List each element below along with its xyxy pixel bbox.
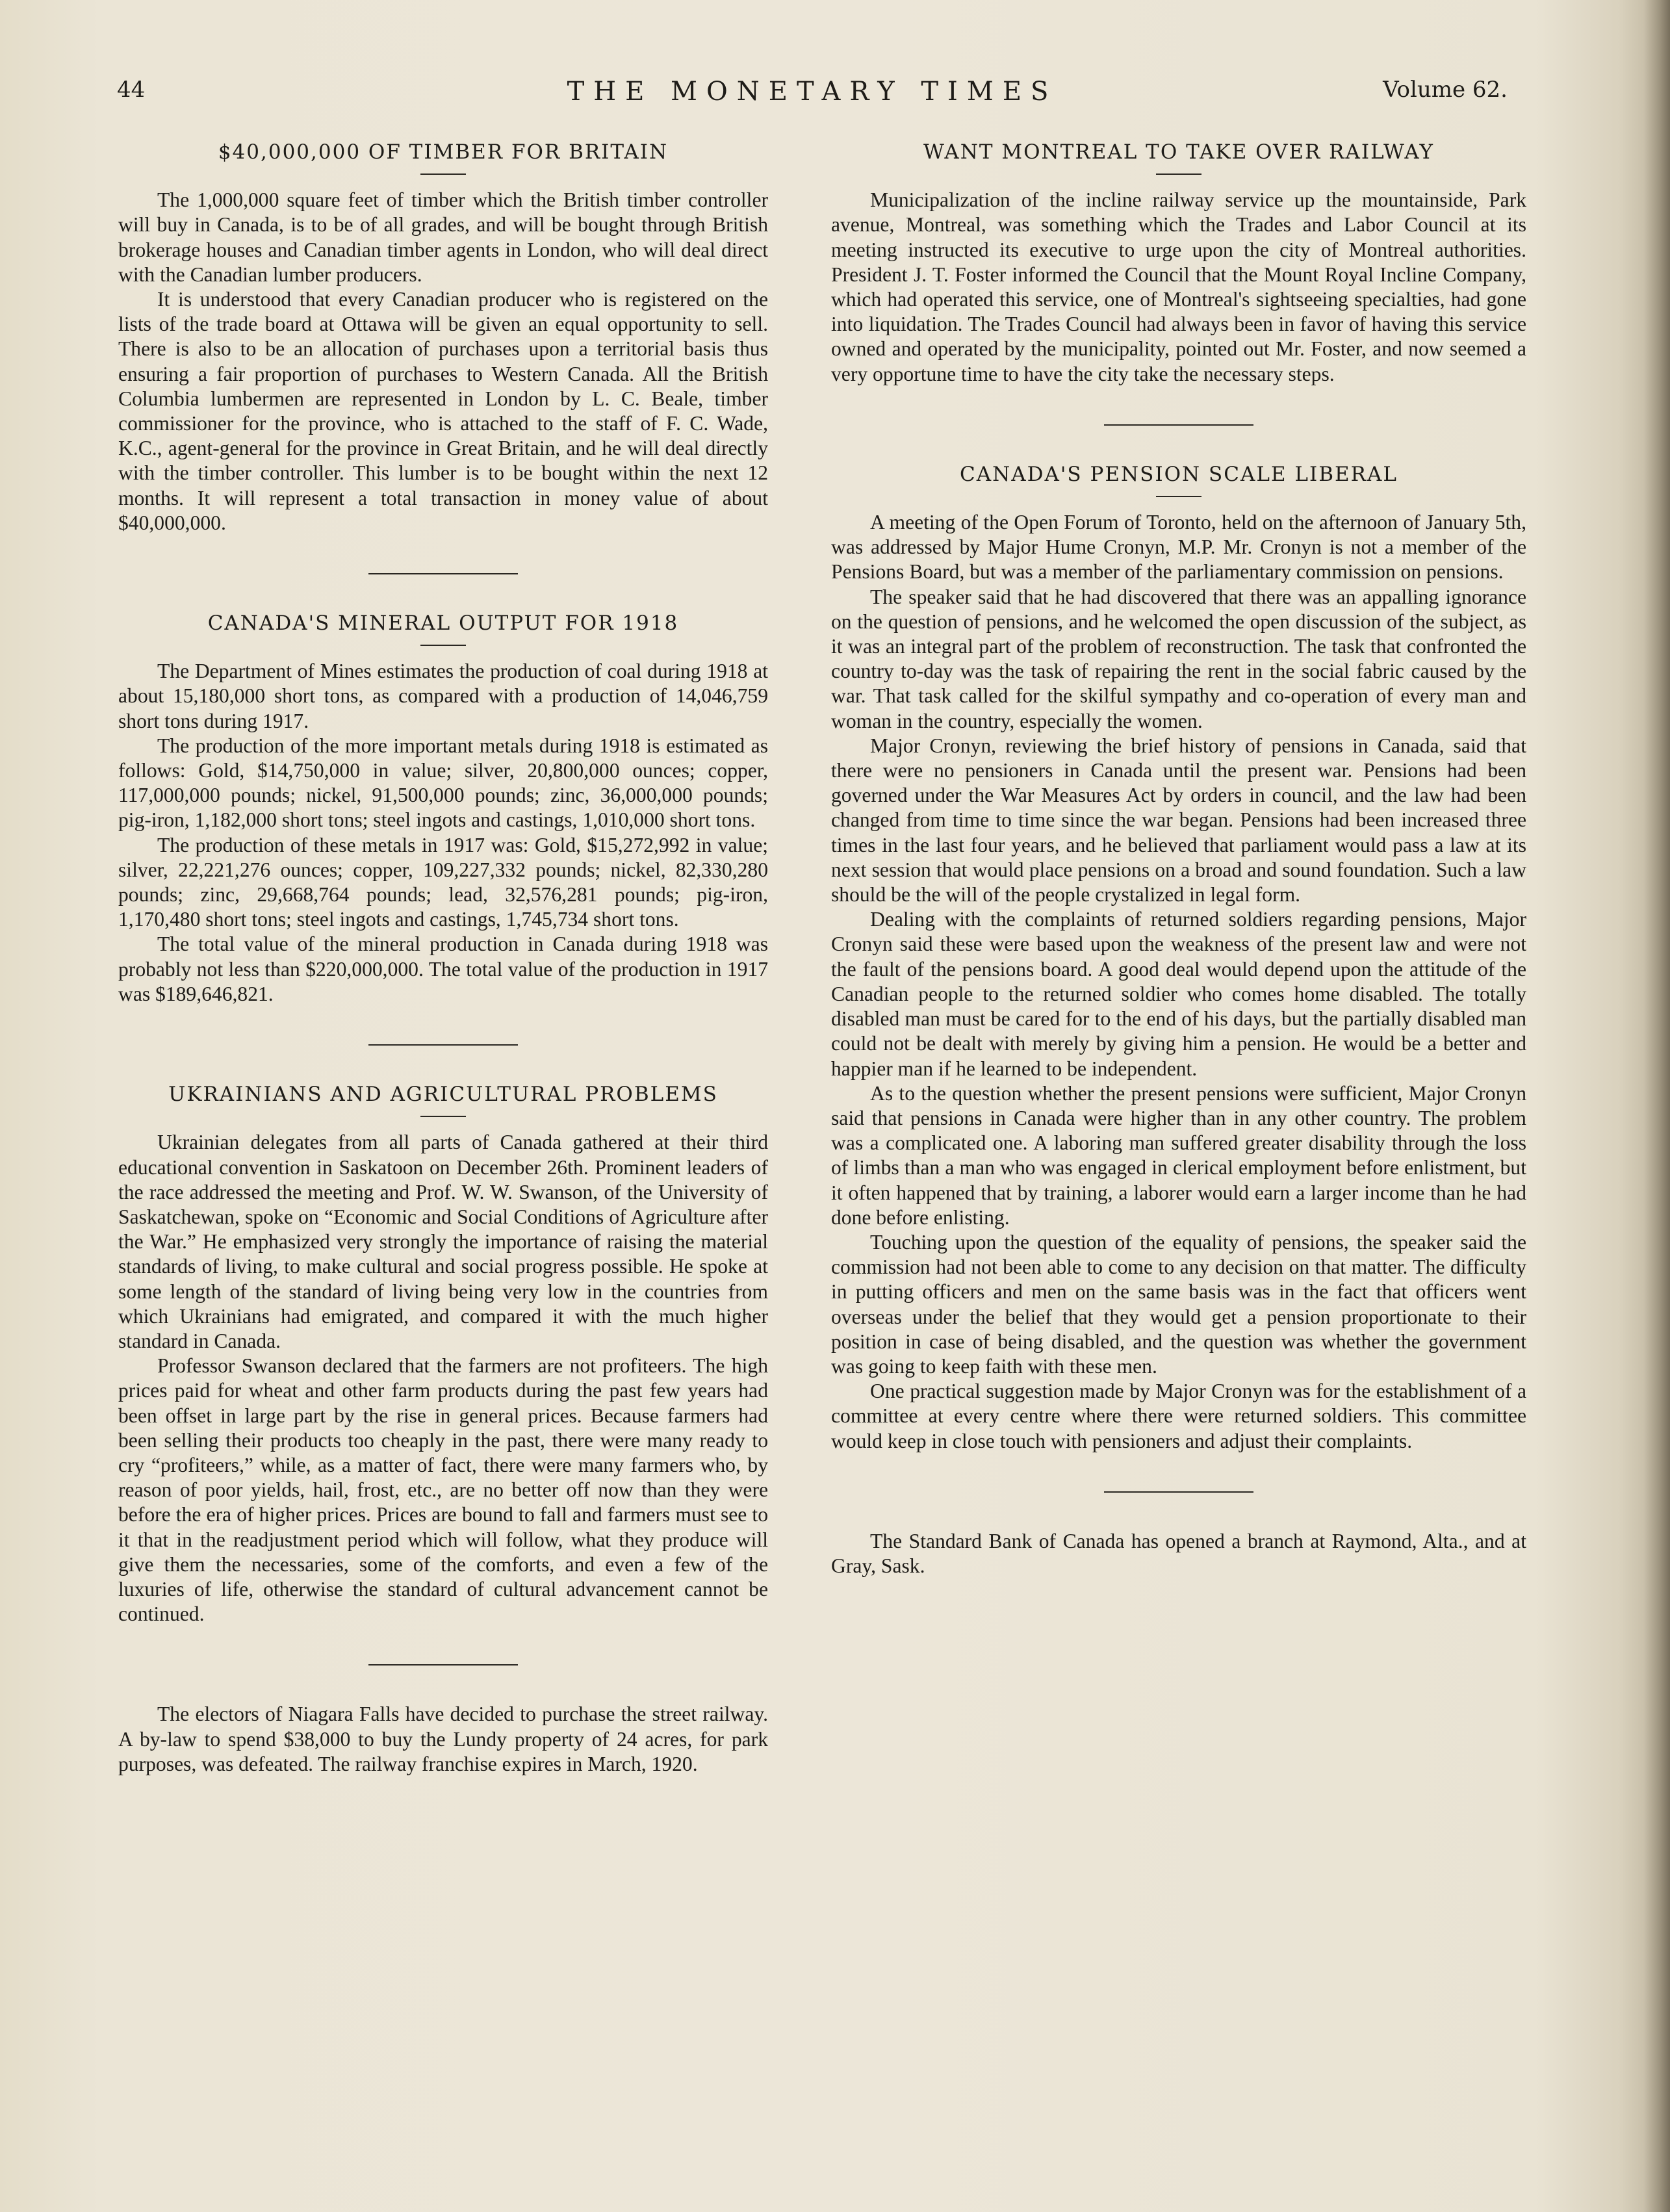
article-paragraph: Municipalization of the incline railway service up the mountainside, Park avenue, Montreal, was something which the Trades and Labor Council at its meeting instructed its executive to urge upon the city of Montreal authorities. President J. T. Foster informed the Council that the Mount Royal Incline Company, which had operated this service, one of Montreal's sightseeing specialties, had gone into liquidation. The Trades Council had always been in favor of having this service owned and operated by the municipality, pointed out Mr. Foster, and now seemed a very opportune time to have the city take the necessary steps. <box>831 188 1526 385</box>
article-heading: UKRAINIANS AND AGRICULTURAL PROBLEMS <box>168 1083 718 1107</box>
article-paragraph: The Standard Bank of Canada has opened a branch at Raymond, Alta., and at Gray, Sask. <box>831 1529 1526 1577</box>
article-heading: CANADA'S MINERAL OUTPUT FOR 1918 <box>207 611 679 636</box>
article-pension-scale <box>831 462 1526 1454</box>
volume-label: Volume 62. <box>1383 77 1508 103</box>
article-paragraph: Ukrainian delegates from all parts of Canada gathered at their third educational convention in Saskatoon on December 26th. Prominent leaders of the race addressed the meeting and Prof. W. W. Swanson, of the University of Saskatchewan, spoke on “Economic and Social Conditions of Agriculture after the War.” He emphasized very strongly the importance of raising the material standards of living, to make cultural and social progress possible. He spoke at some length of the standard of living being very low in the countries from which Ukrainians had emigrated, and compared it with the much higher standard in Canada. <box>118 1131 768 1352</box>
article-paragraph: The speaker said that he had discovered that there was an appalling ignorance on the question of pensions, and he welcomed the open discussion of the subject, as it was an integral part of the problem of reconstruction. The task that confronted the country to-day was the task of repairing the rent in the social fabric caused by the war. That task called for the skilful sympathy and co-operation of every man and woman in the country, especially the women. <box>831 585 1526 732</box>
publication-title: THE MONETARY TIMES <box>567 77 1058 107</box>
article-paragraph: The 1,000,000 square feet of timber which the British timber controller will buy in Canada, is to be of all grades, and will be bought through British brokerage houses and Canadian timber agents in London, who will deal direct with the Canadian lumber producers. <box>118 188 768 286</box>
article-montreal-railway <box>831 140 1526 387</box>
page-number: 44 <box>117 77 146 103</box>
article-mineral-output <box>118 611 768 1007</box>
article-paragraph: A meeting of the Open Forum of Toronto, held on the afternoon of January 5th, was addressed by Major Hume Cronyn, M.P. Mr. Cronyn is not a member of the Pensions Board, but was a member of the parliamentary commission on pensions. <box>831 511 1526 584</box>
article-paragraph: It is understood that every Canadian producer who is registered on the lists of the trade board at Ottawa will be given an equal opportunity to sell. There is also to be an allocation of purchases upon a territorial basis thus ensuring a fair proportion of purchases to Western Canada. All the British Columbia lumbermen are represented in London by L. C. Beale, timber commissioner for the province, who is attached to the staff of F. C. Wade, K.C., agent-general for the province in Great Britain, and he will deal directly with the timber controller. This lumber is to be bought within the next 12 months. It will represent a total transaction in money value of about $40,000,000. <box>118 288 768 534</box>
article-paragraph: As to the question whether the present pensions were sufficient, Major Cronyn said that pensions in Canada were higher than in any other country. The problem was a complicated one. A laboring man suffered greater disability through the loss of limbs than a man who was engaged in clerical employment before enlistment, but it often happened that by training, a laborer would earn a larger income than he had done before enlisting. <box>831 1081 1526 1229</box>
heading-rule <box>1156 496 1201 497</box>
heading-rule <box>1156 174 1201 175</box>
article-heading: CANADA'S PENSION SCALE LIBERAL <box>960 462 1398 486</box>
article-paragraph: Major Cronyn, reviewing the brief history of pensions in Canada, said that there were no pensioners in Canada until the present war. Pensions had been governed under the War Measures Act by orders in council, and the law had been changed from time to time since the war began. Pensions had been increased three times in the last four years, and he believed that parliament would pass a law at its next session that would place pensions on a broad and sound foundation. Such a law should be the will of the people crystalized in legal form. <box>831 734 1526 907</box>
article-paragraph: The total value of the mineral production in Canada during 1918 was probably not less than $220,000,000. The total value of the production in 1917 was $189,646,821. <box>118 932 768 1005</box>
article-heading: WANT MONTREAL TO TAKE OVER RAILWAY <box>923 140 1434 164</box>
page-binding-edge <box>1644 0 1670 2212</box>
article-paragraph: Professor Swanson declared that the farmers are not profiteers. The high prices paid for wheat and other farm products during the past few years had been offset in large part by the rise in general prices. Because farmers had been selling their products too cheaply in the past, there were many ready to cry “profiteers,” while, as a matter of fact, there were many farmers who, by reason of poor yields, hail, frost, etc., are no better off now than they were before the era of higher prices. Prices are bound to fall and farmers must see to it that in the readjustment period which will follow, what they produce will give them the necessaries, some of the comforts, and even a few of the luxuries of life, otherwise the standard of cultural advancement cannot be continued. <box>118 1354 768 1626</box>
left-column <box>118 140 768 1777</box>
section-divider <box>368 1044 518 1046</box>
article-timber <box>118 140 768 535</box>
article-ukrainians <box>118 1082 768 1627</box>
section-divider <box>368 1664 518 1665</box>
heading-rule <box>420 174 466 175</box>
section-divider <box>1104 424 1253 426</box>
article-heading: $40,000,000 OF TIMBER FOR BRITAIN <box>218 140 669 164</box>
article-niagara-falls <box>118 1702 768 1777</box>
section-divider <box>368 573 518 574</box>
article-paragraph: The production of these metals in 1917 was: Gold, $15,272,992 in value; silver, 22,221,276 ounces; copper, 109,227,332 pounds; nickel, 82,330,280 pounds; zinc, 29,668,764 pounds; lead, 32,576,281 pounds; pig-iron, 1,170,480 short tons; steel ingots and castings, 1,745,734 short tons. <box>118 833 768 931</box>
section-divider <box>1104 1491 1253 1493</box>
article-standard-bank <box>831 1529 1526 1578</box>
article-paragraph: The Department of Mines estimates the production of coal during 1918 at about 15,180,000 short tons, as compared with a production of 14,046,759 short tons during 1917. <box>118 660 768 732</box>
right-column <box>831 140 1526 1578</box>
article-paragraph: The production of the more important metals during 1918 is estimated as follows: Gold, $14,750,000 in value; silver, 20,800,000 ounces; copper, 117,000,000 pounds; nickel, 91,500,000 pounds; zinc, 36,000,000 pounds; pig-iron, 1,182,000 short tons; steel ingots and castings, 1,010,000 short tons. <box>118 734 768 832</box>
article-paragraph: One practical suggestion made by Major Cronyn was for the establishment of a committee at every centre where there were returned soldiers. This committee would keep in close touch with pensioners and adjust their complaints. <box>831 1380 1526 1452</box>
article-paragraph: Touching upon the question of the equality of pensions, the speaker said the commission had not been able to come to any decision on that matter. The difficulty in putting officers and men on the same basis was in the fact that officers went overseas under the belief that they would get a pension proportionate to their position in case of being disabled, and the question was whether the government was going to keep faith with these men. <box>831 1230 1526 1378</box>
heading-rule <box>420 1116 466 1117</box>
article-paragraph: The electors of Niagara Falls have decided to purchase the street railway. A by-law to spend $38,000 to buy the Lundy property of 24 acres, for park purposes, was defeated. The railway franchise expires in March, 1920. <box>118 1703 768 1775</box>
article-paragraph: Dealing with the complaints of returned soldiers regarding pensions, Major Cronyn said these were based upon the weakness of the present law and were not the fault of the pensions board. A good deal would depend upon the attitude of the Canadian people to the returned soldier who comes home disabled. The totally disabled man must be cared for to the end of his days, but the partially disabled man could not be dealt with merely by giving him a pension. He would be a better and happier man if he learned to be independent. <box>831 908 1526 1080</box>
running-header <box>117 77 1508 116</box>
heading-rule <box>420 645 466 646</box>
